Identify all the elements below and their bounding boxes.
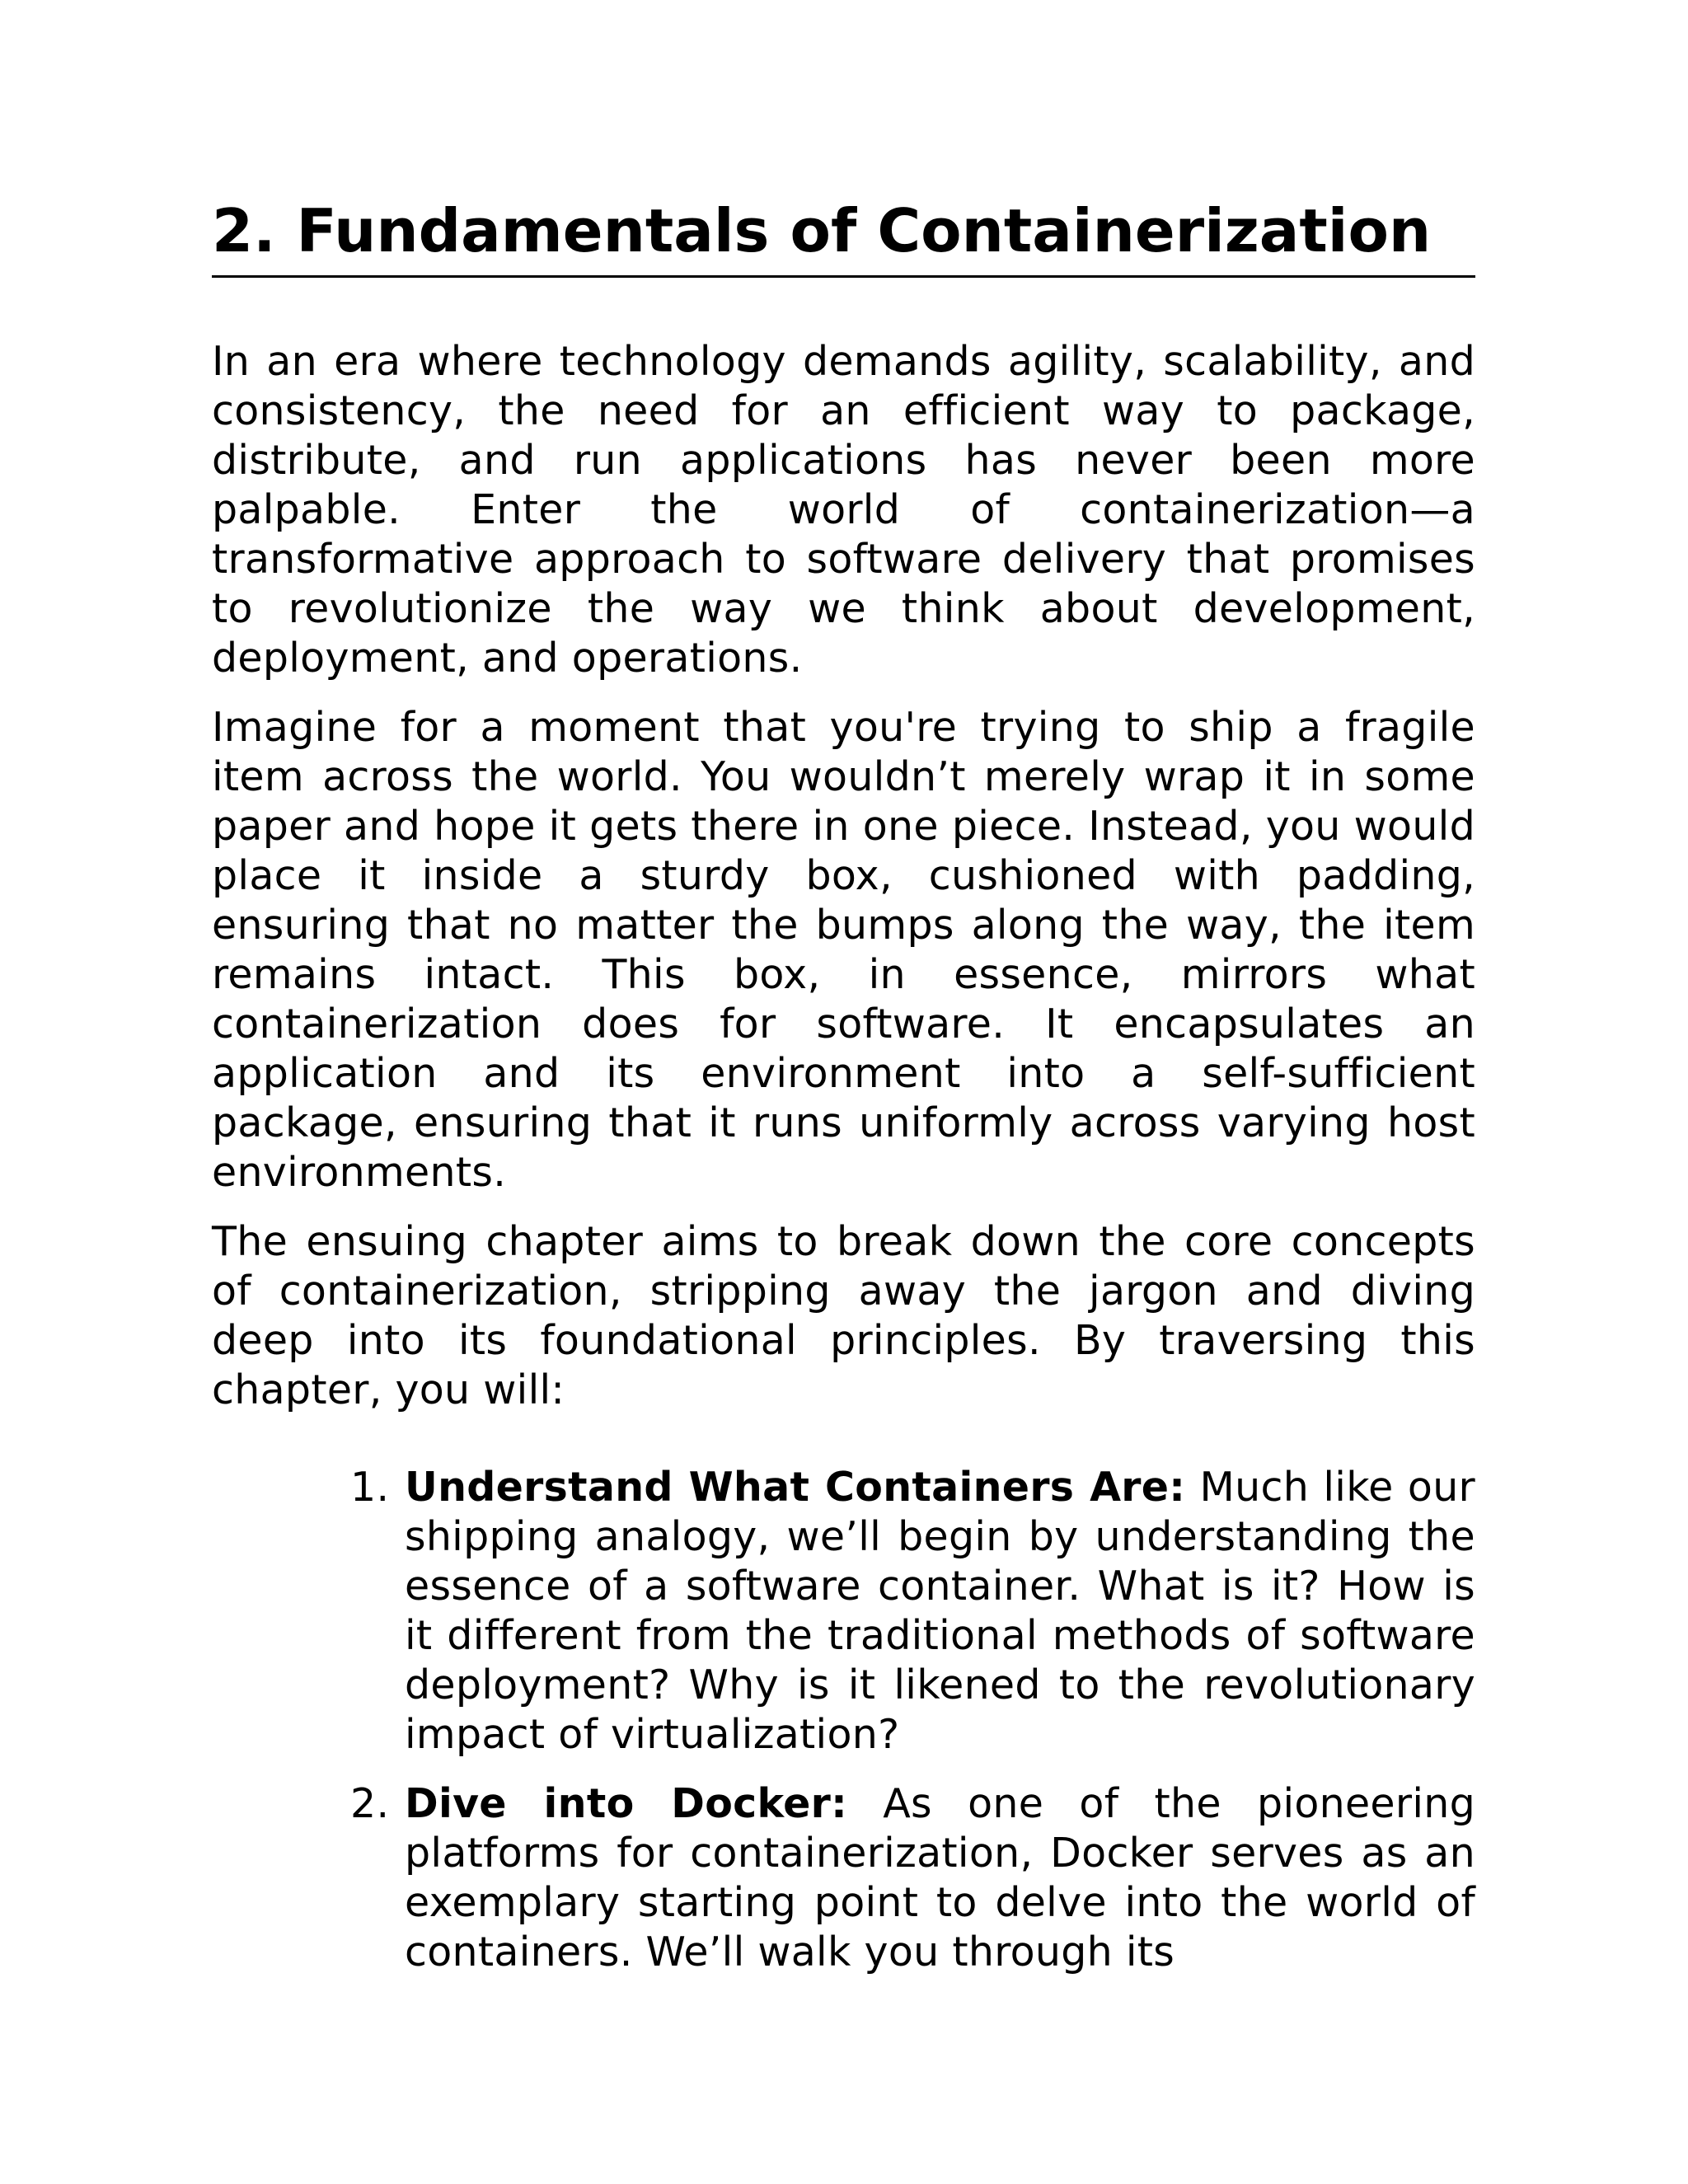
list-item-text: As one of the pioneering platforms for containerization, Docker serves as an exemplary starting point to delve into the world of containers. We’ll walk you through its [405,1780,1476,1975]
list-item-heading: Understand What Containers Are: [405,1464,1186,1511]
list-item-text: Much like our shipping analogy, we’ll begin by understanding the essence of a software container. What is it? How is it different from the traditional methods of software deployment? Why is it likened to the revolutionary impact of virtualization? [405,1464,1475,1758]
list-item-number: 2. [350,1780,390,1827]
list-item-heading: Dive into Docker: [405,1780,847,1827]
chapter-body [212,337,1475,1997]
chapter-objectives-list [212,1463,1475,1977]
chapter-overview-paragraph: The ensuing chapter aims to break down the core concepts of containerization, stripping away the jargon and diving deep into its foundational principles. By traversing this chapter, you will: [212,1218,1475,1413]
list-item [350,1779,1476,1977]
list-item [350,1463,1475,1760]
list-item-number: 1. [350,1464,390,1511]
chapter-title: 2. Fundamentals of Containerization [212,191,1475,278]
intro-paragraph: In an era where technology demands agility, scalability, and consistency, the need for an efficient way to package, distribute, and run applications has never been more palpable. Enter the world of containerization—a transformative approach to software delivery that promises to revolutionize the way we think about development, deployment, and operations. [212,338,1475,682]
analogy-paragraph: Imagine for a moment that you're trying to ship a fragile item across the world. You wouldn’t merely wrap it in some paper and hope it gets there in one piece. Instead, you would place it inside a sturdy box, cushioned with padding, ensuring that no matter the bumps along the way, the item remains intact. This box, in essence, mirrors what containerization does for software. It encapsulates an application and its environment into a self-sufficient package, ensuring that it runs uniformly across varying host environments. [212,704,1475,1196]
